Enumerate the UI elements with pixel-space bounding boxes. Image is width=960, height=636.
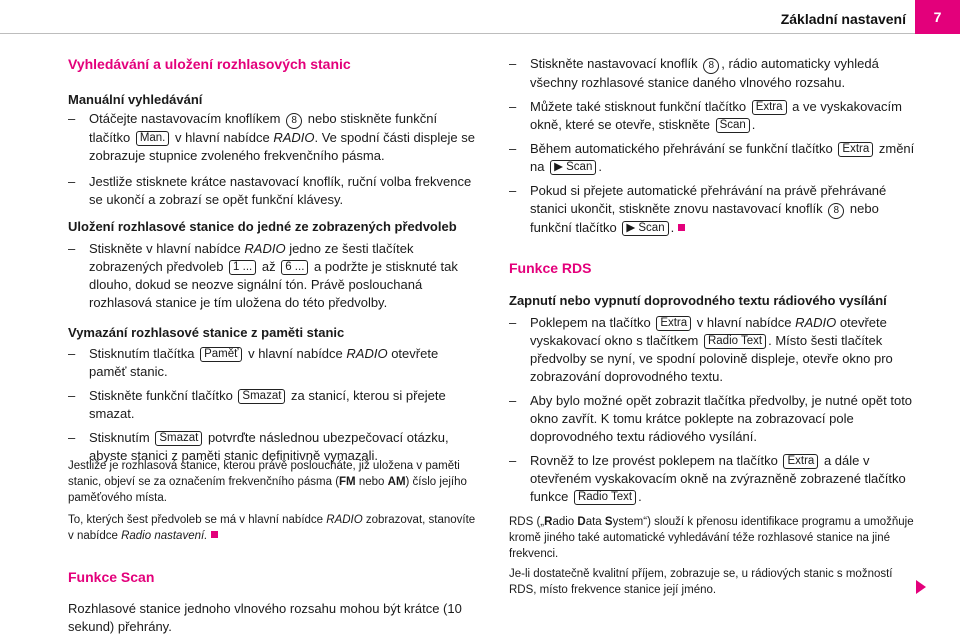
section-heading-search: Vyhledávání a uložení rozhlasových stanic <box>68 56 351 72</box>
scan-text: Rozhlasové stanice jednoho vlnového rozsahu mohou být krátce (10 sekund) přehrány. <box>68 601 462 634</box>
scan-list <box>509 55 919 237</box>
key-radio-text: Radio Text <box>704 334 766 349</box>
key-preset-6: 6 ... <box>281 260 308 275</box>
list-item: – Stisknutím tlačítka Paměť v hlavní nabídce RADIO otevřete paměť stanic. <box>68 346 439 379</box>
note-rds-name: Je-li dostatečně kvalitní příjem, zobrazuje se, u rádiových stanic s možností RDS, místo frekvence stanice její jméno. <box>509 568 893 596</box>
knob-8-icon: 8 <box>286 113 302 129</box>
delete-list <box>68 345 478 465</box>
note-rds: RDS („Radio Data System“) slouží k přenosu identifikace programu a umožňuje kromě jiného také automatické vyhledávání téže rozhlasové stanice na jiné frekvenci. <box>509 516 914 560</box>
list-item: – Můžete také stisknout funkční tlačítko Extra a ve vyskakovacím okně, které se otevře, stiskněte Scan . <box>509 99 902 132</box>
subheading-store: Uložení rozhlasové stanice do jedné ze zobrazených předvoleb <box>68 219 457 234</box>
key-extra: Extra <box>783 454 818 469</box>
page-header-title: Základní nastavení <box>780 11 906 27</box>
key-preset-1: 1 ... <box>229 260 256 275</box>
section-heading-rds: Funkce RDS <box>509 260 592 276</box>
key-radio-text: Radio Text <box>574 490 636 505</box>
key-scan: Scan <box>716 118 750 133</box>
key-delete: Smazat <box>238 389 285 404</box>
list-item: – Stiskněte funkční tlačítko Smazat za stanicí, kterou si přejete smazat. <box>68 388 446 421</box>
list-item: – Pokud si přejete automatické přehrávání na právě přehrávané stanici ukončit, stiskněte znovu nastavovací knoflík 8 nebo funkční tlačítko ▶ Scan . <box>509 183 887 235</box>
section-heading-scan: Funkce Scan <box>68 569 155 585</box>
subheading-delete: Vymazání rozhlasové stanice z paměti stanic <box>68 325 345 340</box>
list-item: – Stisknutím Smazat potvrďte následnou ubezpečovací otázku, abyste stanici z paměti stanic definitivně vymazali. <box>68 430 449 463</box>
key-extra: Extra <box>656 316 691 331</box>
list-item: – Během automatického přehrávání se funkční tlačítko Extra změní na ▶ Scan . <box>509 141 915 174</box>
list-item: – Otáčejte nastavovacím knoflíkem 8 nebo stiskněte funkční tlačítko Man. v hlavní nabídce RADIO. Ve spodní části displeje se zobrazuje stupnice zvoleného frekvenčního pásma. <box>68 111 475 163</box>
continue-arrow-icon <box>916 580 926 594</box>
end-mark-icon <box>211 531 218 538</box>
subheading-manual: Manuální vyhledávání <box>68 92 203 107</box>
key-play-scan: ▶ Scan <box>550 160 596 175</box>
list-item: – Jestliže stisknete krátce nastavovací knoflík, ruční volba frekvence se ukončí a zobrazí se opět funkční klávesy. <box>68 174 472 207</box>
subheading-radio-text: Zapnutí nebo vypnutí doprovodného textu rádiového vysílání <box>509 293 887 308</box>
key-delete-confirm: Smazat <box>155 431 202 446</box>
key-extra: Extra <box>752 100 787 115</box>
end-mark-icon <box>678 224 685 231</box>
manual-list <box>68 110 478 209</box>
page-header-rule <box>0 33 960 34</box>
note-memory-slot: Jestliže je rozhlasová stanice, kterou právě posloucháte, již uložena v paměti stanic, objeví se za označením frekvenčního pásma (FM nebo AM) číslo jejího paměťového místa. <box>68 460 467 504</box>
list-item: – Stiskněte nastavovací knoflík 8 , rádio automaticky vyhledá všechny rozhlasové stanice daného vlnového rozsahu. <box>509 56 879 90</box>
list-item: – Aby bylo možné opět zobrazit tlačítka předvolby, je nutné opět toto okno zavřít. K tomu krátce poklepte na zobrazovací pole doprovodného textu rádiového vysílání. <box>509 393 913 444</box>
key-memory: Paměť <box>200 347 242 362</box>
key-extra: Extra <box>838 142 873 157</box>
page-number: 7 <box>915 0 960 34</box>
list-item: – Stiskněte v hlavní nabídce RADIO jedno ze šesti tlačítek zobrazených předvoleb 1 ... až 6 ... a podržte je stisknuté tak dlouho, dokud se neozve signální tón. Právě poslouchaná rozhlasová stanice je tím uložena do této předvolby. <box>68 241 458 310</box>
list-item: – Rovněž to lze provést poklepem na tlačítko Extra a dále v otevřeném vyskakovacím okně na zvýrazněně zobrazené tlačítko funkce Radio Text . <box>509 453 906 504</box>
store-list <box>68 240 478 312</box>
list-item: – Poklepem na tlačítko Extra v hlavní nabídce RADIO otevřete vyskakovací okno s tlačítkem Radio Text . Místo šesti tlačítek předvolby se nyní, ve spodní polovině displeje, otevře okno pro zobrazování doprovodného textu. <box>509 315 893 384</box>
rds-list <box>509 314 919 506</box>
knob-8-icon: 8 <box>703 58 719 74</box>
key-man: Man. <box>136 131 170 146</box>
knob-8-icon: 8 <box>828 203 844 219</box>
note-presets: To, kterých šest předvoleb se má v hlavní nabídce RADIO zobrazovat, stanovíte v nabídce Radio nastavení. <box>68 514 476 542</box>
key-play-scan: ▶ Scan <box>622 221 668 236</box>
